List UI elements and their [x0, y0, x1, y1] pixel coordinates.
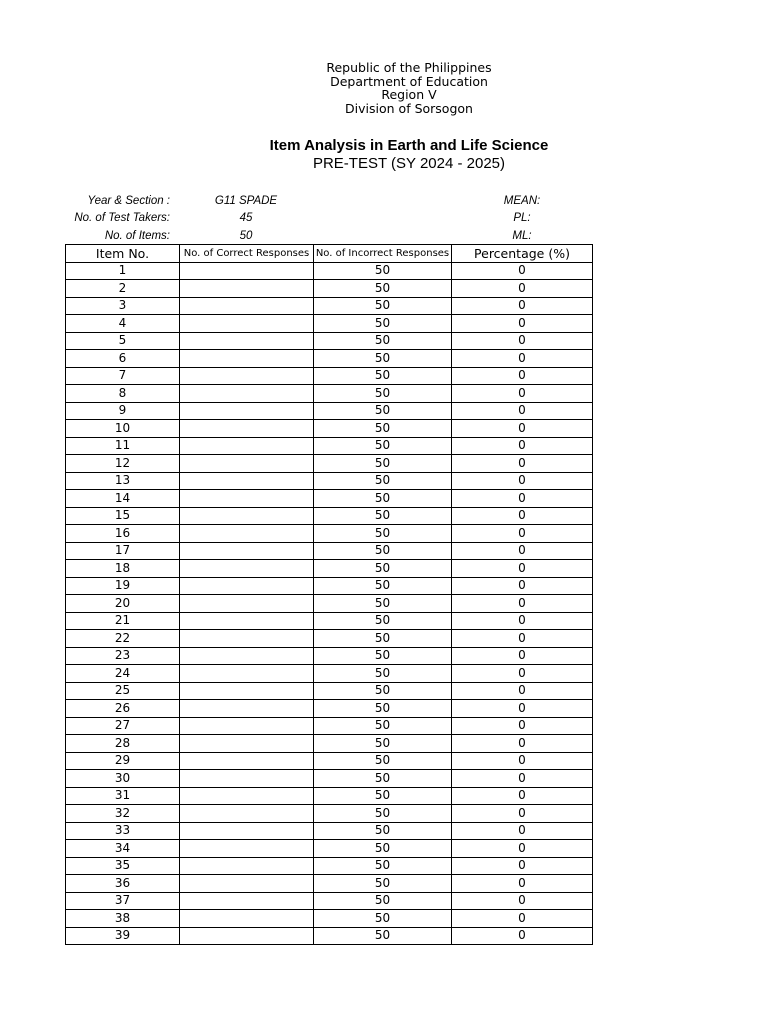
- table-row: [66, 367, 593, 385]
- cell-percentage: 0: [452, 717, 593, 735]
- cell-item-no: 35: [66, 857, 180, 875]
- cell-incorrect-responses: 50: [314, 490, 452, 508]
- table-row: [66, 770, 593, 788]
- cell-incorrect-responses: 50: [314, 892, 452, 910]
- table-row: [66, 542, 593, 560]
- cell-correct-responses: [180, 420, 314, 438]
- cell-item-no: 9: [66, 402, 180, 420]
- items-label: No. of Items:: [104, 230, 170, 242]
- cell-item-no: 27: [66, 717, 180, 735]
- cell-percentage: 0: [452, 420, 593, 438]
- cell-percentage: 0: [452, 927, 593, 945]
- table-row: [66, 577, 593, 595]
- cell-item-no: 10: [66, 420, 180, 438]
- cell-item-no: 21: [66, 612, 180, 630]
- table-row: [66, 455, 593, 473]
- cell-percentage: 0: [452, 840, 593, 858]
- cell-percentage: 0: [452, 665, 593, 683]
- cell-percentage: 0: [452, 612, 593, 630]
- table-row: [66, 700, 593, 718]
- cell-incorrect-responses: 50: [314, 630, 452, 648]
- cell-item-no: 39: [66, 927, 180, 945]
- cell-percentage: 0: [452, 787, 593, 805]
- cell-correct-responses: [180, 577, 314, 595]
- header-percentage: Percentage (%): [452, 245, 593, 263]
- cell-correct-responses: [180, 910, 314, 928]
- cell-percentage: 0: [452, 577, 593, 595]
- table-row: [66, 437, 593, 455]
- table-row: [66, 332, 593, 350]
- cell-correct-responses: [180, 892, 314, 910]
- cell-incorrect-responses: 50: [314, 350, 452, 368]
- cell-percentage: 0: [452, 437, 593, 455]
- cell-correct-responses: [180, 752, 314, 770]
- table-row: [66, 665, 593, 683]
- table-row: [66, 735, 593, 753]
- cell-incorrect-responses: 50: [314, 262, 452, 280]
- cell-incorrect-responses: 50: [314, 665, 452, 683]
- header-division: Division of Sorsogon: [345, 101, 473, 116]
- table-row: [66, 822, 593, 840]
- header-correct-responses: No. of Correct Responses: [180, 245, 314, 263]
- cell-correct-responses: [180, 455, 314, 473]
- year-section-label: Year & Section :: [87, 195, 170, 207]
- table-row: [66, 525, 593, 543]
- cell-incorrect-responses: 50: [314, 822, 452, 840]
- document-subtitle: PRE-TEST (SY 2024 - 2025): [312, 155, 506, 172]
- cell-correct-responses: [180, 350, 314, 368]
- cell-incorrect-responses: 50: [314, 735, 452, 753]
- mean-label: MEAN:: [503, 195, 541, 207]
- test-takers-value: 45: [239, 212, 253, 224]
- cell-incorrect-responses: 50: [314, 612, 452, 630]
- table-row: [66, 297, 593, 315]
- cell-percentage: 0: [452, 262, 593, 280]
- cell-item-no: 18: [66, 560, 180, 578]
- cell-percentage: 0: [452, 700, 593, 718]
- cell-item-no: 23: [66, 647, 180, 665]
- table-row: [66, 682, 593, 700]
- cell-item-no: 6: [66, 350, 180, 368]
- table-row: [66, 875, 593, 893]
- cell-correct-responses: [180, 472, 314, 490]
- table-row: [66, 647, 593, 665]
- cell-percentage: 0: [452, 735, 593, 753]
- cell-item-no: 17: [66, 542, 180, 560]
- cell-incorrect-responses: 50: [314, 507, 452, 525]
- cell-percentage: 0: [452, 770, 593, 788]
- cell-percentage: 0: [452, 367, 593, 385]
- cell-incorrect-responses: 50: [314, 805, 452, 823]
- table-row: [66, 350, 593, 368]
- cell-item-no: 32: [66, 805, 180, 823]
- cell-percentage: 0: [452, 507, 593, 525]
- cell-correct-responses: [180, 717, 314, 735]
- cell-percentage: 0: [452, 297, 593, 315]
- cell-item-no: 38: [66, 910, 180, 928]
- cell-item-no: 11: [66, 437, 180, 455]
- cell-correct-responses: [180, 927, 314, 945]
- cell-item-no: 13: [66, 472, 180, 490]
- cell-incorrect-responses: 50: [314, 472, 452, 490]
- cell-incorrect-responses: 50: [314, 297, 452, 315]
- cell-item-no: 29: [66, 752, 180, 770]
- cell-item-no: 30: [66, 770, 180, 788]
- document-title: Item Analysis in Earth and Life Science: [269, 137, 549, 154]
- header-region: Region V: [381, 87, 437, 102]
- cell-correct-responses: [180, 682, 314, 700]
- cell-percentage: 0: [452, 560, 593, 578]
- table-row: [66, 612, 593, 630]
- table-row: [66, 892, 593, 910]
- header-incorrect-responses: No. of Incorrect Responses: [314, 245, 452, 263]
- cell-item-no: 15: [66, 507, 180, 525]
- table-row: [66, 472, 593, 490]
- cell-correct-responses: [180, 280, 314, 298]
- cell-correct-responses: [180, 787, 314, 805]
- cell-incorrect-responses: 50: [314, 840, 452, 858]
- cell-percentage: 0: [452, 647, 593, 665]
- cell-incorrect-responses: 50: [314, 752, 452, 770]
- cell-item-no: 5: [66, 332, 180, 350]
- cell-correct-responses: [180, 315, 314, 333]
- cell-percentage: 0: [452, 682, 593, 700]
- cell-incorrect-responses: 50: [314, 875, 452, 893]
- cell-correct-responses: [180, 367, 314, 385]
- table-row: [66, 280, 593, 298]
- pl-label: PL:: [513, 212, 531, 224]
- cell-item-no: 34: [66, 840, 180, 858]
- cell-percentage: 0: [452, 455, 593, 473]
- item-analysis-table: [65, 244, 593, 945]
- cell-item-no: 20: [66, 595, 180, 613]
- cell-incorrect-responses: 50: [314, 682, 452, 700]
- cell-percentage: 0: [452, 875, 593, 893]
- cell-correct-responses: [180, 665, 314, 683]
- cell-incorrect-responses: 50: [314, 700, 452, 718]
- cell-incorrect-responses: 50: [314, 910, 452, 928]
- cell-correct-responses: [180, 857, 314, 875]
- cell-item-no: 12: [66, 455, 180, 473]
- table-row: [66, 787, 593, 805]
- cell-percentage: 0: [452, 490, 593, 508]
- cell-percentage: 0: [452, 402, 593, 420]
- table-row: [66, 840, 593, 858]
- cell-incorrect-responses: 50: [314, 647, 452, 665]
- cell-correct-responses: [180, 262, 314, 280]
- cell-correct-responses: [180, 560, 314, 578]
- table-row: [66, 595, 593, 613]
- cell-item-no: 7: [66, 367, 180, 385]
- cell-incorrect-responses: 50: [314, 577, 452, 595]
- cell-incorrect-responses: 50: [314, 560, 452, 578]
- cell-percentage: 0: [452, 630, 593, 648]
- cell-correct-responses: [180, 297, 314, 315]
- cell-incorrect-responses: 50: [314, 402, 452, 420]
- cell-item-no: 26: [66, 700, 180, 718]
- cell-item-no: 16: [66, 525, 180, 543]
- table-row: [66, 490, 593, 508]
- cell-item-no: 25: [66, 682, 180, 700]
- cell-incorrect-responses: 50: [314, 595, 452, 613]
- cell-incorrect-responses: 50: [314, 857, 452, 875]
- cell-percentage: 0: [452, 385, 593, 403]
- cell-item-no: 24: [66, 665, 180, 683]
- cell-correct-responses: [180, 700, 314, 718]
- cell-item-no: 37: [66, 892, 180, 910]
- cell-item-no: 28: [66, 735, 180, 753]
- cell-incorrect-responses: 50: [314, 542, 452, 560]
- ml-label: ML:: [512, 230, 532, 242]
- cell-correct-responses: [180, 542, 314, 560]
- cell-correct-responses: [180, 507, 314, 525]
- year-section-value: G11 SPADE: [214, 195, 278, 207]
- cell-percentage: 0: [452, 822, 593, 840]
- cell-incorrect-responses: 50: [314, 280, 452, 298]
- cell-percentage: 0: [452, 910, 593, 928]
- cell-percentage: 0: [452, 332, 593, 350]
- cell-percentage: 0: [452, 542, 593, 560]
- cell-correct-responses: [180, 490, 314, 508]
- cell-correct-responses: [180, 437, 314, 455]
- cell-item-no: 3: [66, 297, 180, 315]
- table-row: [66, 630, 593, 648]
- table-row: [66, 857, 593, 875]
- cell-correct-responses: [180, 735, 314, 753]
- cell-correct-responses: [180, 525, 314, 543]
- table-row: [66, 402, 593, 420]
- table-row: [66, 717, 593, 735]
- cell-incorrect-responses: 50: [314, 927, 452, 945]
- cell-item-no: 1: [66, 262, 180, 280]
- cell-incorrect-responses: 50: [314, 315, 452, 333]
- cell-correct-responses: [180, 805, 314, 823]
- cell-item-no: 4: [66, 315, 180, 333]
- cell-item-no: 2: [66, 280, 180, 298]
- cell-item-no: 33: [66, 822, 180, 840]
- cell-percentage: 0: [452, 857, 593, 875]
- table-row: [66, 752, 593, 770]
- items-value: 50: [239, 230, 253, 242]
- cell-incorrect-responses: 50: [314, 787, 452, 805]
- cell-correct-responses: [180, 385, 314, 403]
- cell-correct-responses: [180, 332, 314, 350]
- cell-incorrect-responses: 50: [314, 385, 452, 403]
- cell-item-no: 8: [66, 385, 180, 403]
- table-row: [66, 315, 593, 333]
- cell-item-no: 31: [66, 787, 180, 805]
- cell-item-no: 36: [66, 875, 180, 893]
- cell-correct-responses: [180, 647, 314, 665]
- cell-percentage: 0: [452, 350, 593, 368]
- cell-item-no: 19: [66, 577, 180, 595]
- cell-incorrect-responses: 50: [314, 717, 452, 735]
- table-row: [66, 910, 593, 928]
- cell-percentage: 0: [452, 280, 593, 298]
- cell-percentage: 0: [452, 805, 593, 823]
- table-row: [66, 262, 593, 280]
- header-department: Department of Education: [330, 74, 488, 89]
- cell-percentage: 0: [452, 752, 593, 770]
- cell-percentage: 0: [452, 595, 593, 613]
- cell-item-no: 14: [66, 490, 180, 508]
- header-item-no: Item No.: [66, 245, 180, 263]
- table-row: [66, 507, 593, 525]
- test-takers-label: No. of Test Takers:: [74, 212, 170, 224]
- cell-incorrect-responses: 50: [314, 437, 452, 455]
- table-row: [66, 805, 593, 823]
- cell-correct-responses: [180, 630, 314, 648]
- cell-correct-responses: [180, 840, 314, 858]
- cell-incorrect-responses: 50: [314, 455, 452, 473]
- header-republic: Republic of the Philippines: [326, 60, 492, 75]
- cell-item-no: 22: [66, 630, 180, 648]
- table-row: [66, 420, 593, 438]
- cell-percentage: 0: [452, 472, 593, 490]
- cell-correct-responses: [180, 875, 314, 893]
- cell-incorrect-responses: 50: [314, 770, 452, 788]
- cell-correct-responses: [180, 402, 314, 420]
- cell-correct-responses: [180, 595, 314, 613]
- cell-percentage: 0: [452, 315, 593, 333]
- cell-correct-responses: [180, 770, 314, 788]
- table-row: [66, 385, 593, 403]
- table-row: [66, 560, 593, 578]
- table-row: [66, 927, 593, 945]
- cell-percentage: 0: [452, 892, 593, 910]
- cell-percentage: 0: [452, 525, 593, 543]
- table-header-row: [66, 245, 593, 263]
- cell-correct-responses: [180, 822, 314, 840]
- cell-incorrect-responses: 50: [314, 420, 452, 438]
- cell-correct-responses: [180, 612, 314, 630]
- cell-incorrect-responses: 50: [314, 525, 452, 543]
- cell-incorrect-responses: 50: [314, 332, 452, 350]
- cell-incorrect-responses: 50: [314, 367, 452, 385]
